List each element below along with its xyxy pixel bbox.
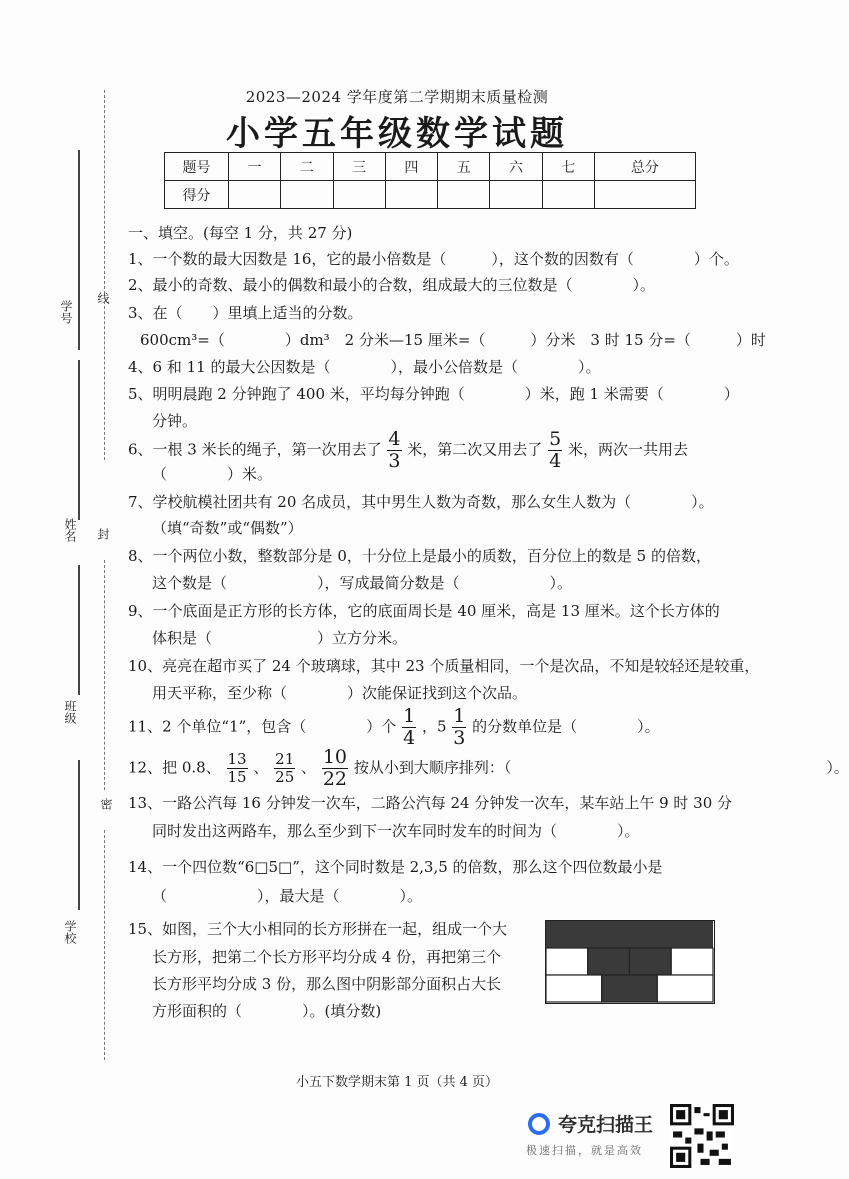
page-footer: 小五下数学期末第 1 页（共 4 页） (295, 1075, 499, 1090)
separator: 、 (301, 758, 317, 777)
fraction-numerator: 13 (227, 750, 247, 768)
question-15: 15、如图，三个大小相同的长方形拼在一起，组成一个大 (128, 920, 508, 938)
rectangle-2-part-3-shaded (630, 948, 672, 975)
fraction-numerator: 10 (322, 746, 348, 768)
binding-dash-3 (104, 830, 105, 1060)
scanner-watermark (520, 1104, 670, 1164)
score-table-score-row (165, 181, 696, 209)
rectangle-3-part-2-shaded (602, 975, 658, 1002)
fraction (402, 707, 416, 748)
question-13: 13、一路公汽每 16 分钟发一次车，二路公汽每 24 分钟发一次车，某车站上午 9 时 30 分 (128, 794, 733, 812)
scanner-brand: 夸克扫描王 (558, 1114, 654, 1136)
question-13-cont: 同时发出这两路车，那么至少到下一次车同时发车的时间为（ ）。 (152, 822, 640, 840)
fraction-denominator: 3 (388, 450, 401, 472)
score-input-cell[interactable] (385, 181, 437, 209)
binding-line-4 (78, 760, 80, 910)
rectangle-3-part-1 (546, 975, 602, 1002)
fraction (548, 430, 562, 471)
fraction-numerator: 21 (275, 750, 295, 768)
score-input-cell[interactable] (542, 181, 594, 209)
score-input-cell[interactable] (281, 181, 333, 209)
score-cell: 一 (229, 153, 281, 181)
rectangle-1-shaded (546, 921, 713, 948)
binding-dash-2 (104, 560, 105, 790)
score-cell: 四 (385, 153, 437, 181)
question-4: 4、6 和 11 的最大公因数是（ ），最小公倍数是（ ）。 (128, 358, 601, 376)
rectangle-2-part-4 (671, 948, 713, 975)
score-cell: 三 (333, 153, 385, 181)
binding-label-banji: 班级 (63, 700, 77, 724)
binding-label-mi: 密 (99, 798, 113, 810)
binding-line-3 (78, 565, 80, 695)
score-table (164, 152, 696, 209)
question-8: 8、一个两位小数，整数部分是 0，十分位上是最小的质数，百分位上的数是 5 的倍数， (128, 547, 711, 565)
question-11-text: 11、2 个单位“1”，包含（ ）个 (128, 717, 397, 736)
question-9-cont: 体积是（ ）立方分米。 (152, 629, 408, 647)
section-heading: 一、填空。(每空 1 分，共 27 分) (128, 224, 353, 242)
question-3-items: 600cm³=（ ）dm³ 2 分米—15 厘米=（ ）分米 3 时 15 分=（ ）时 (140, 331, 766, 349)
question-2: 2、最小的奇数、最小的偶数和最小的合数，组成最大的三位数是（ ）。 (128, 276, 656, 294)
score-cell: 五 (438, 153, 490, 181)
separator: 、 (253, 758, 269, 777)
qr-code-icon (670, 1104, 734, 1168)
score-cell: 总分 (594, 153, 695, 181)
binding-label-feng: 封 (96, 528, 110, 540)
fraction-numerator: 1 (453, 705, 466, 727)
score-cell: 题号 (165, 153, 229, 181)
binding-label-xian: 线 (96, 292, 110, 304)
score-cell: 二 (281, 153, 333, 181)
score-input-cell[interactable] (333, 181, 385, 209)
question-15-cont: 长方形平均分成 3 份，那么图中阴影部分面积占大长 (152, 975, 502, 993)
question-1: 1、一个数的最大因数是 16，它的最小倍数是（ ），这个数的因数有（ ）个。 (128, 250, 739, 268)
question-11-text: ，5 (421, 717, 447, 736)
question-6-text: 米，第二次又用去了 (407, 440, 543, 459)
scanner-slogan: 极速扫描，就是高效 (526, 1144, 643, 1157)
question-12 (128, 748, 849, 789)
score-input-cell[interactable] (229, 181, 281, 209)
score-cell: 七 (542, 153, 594, 181)
binding-line-1 (78, 150, 80, 350)
fraction-denominator: 15 (227, 768, 247, 786)
question-14: 14、一个四位数“6□5□”，这个同时数是 2,3,5 的倍数，那么这个四位数最小是 (128, 858, 663, 876)
question-6-text: 米，两次一共用去 (567, 440, 688, 459)
score-cell: 得分 (165, 181, 229, 209)
fraction-denominator: 22 (322, 768, 348, 790)
fraction-numerator: 4 (388, 428, 401, 450)
rectangle-3-part-3 (657, 975, 713, 1002)
score-input-cell[interactable] (594, 181, 695, 209)
question-12-text: 12、把 0.8、 (128, 758, 221, 777)
fraction-denominator: 3 (453, 727, 466, 749)
question-11 (128, 707, 660, 748)
question-10-cont: 用天平称，至少称（ ）次能保证找到这个次品。 (152, 684, 528, 702)
question-7-cont: （填“奇数”或“偶数”） (152, 519, 303, 537)
question-11-text: 的分数单位是（ ）。 (472, 717, 660, 736)
rectangle-2-part-2-shaded (588, 948, 630, 975)
exam-subtitle: 2023—2024 学年度第二学期期末质量检测 (245, 88, 549, 106)
rectangles-figure (545, 920, 715, 1004)
binding-label-xingming: 姓名 (63, 518, 77, 542)
question-9: 9、一个底面是正方形的长方体，它的底面周长是 40 厘米，高是 13 厘米。这个长方体的 (128, 602, 720, 620)
fraction-numerator: 5 (549, 428, 562, 450)
fraction-denominator: 4 (549, 450, 562, 472)
question-15-cont: 方形面积的（ ）。(填分数) (152, 1002, 382, 1020)
question-10: 10、亮亮在超市买了 24 个玻璃球，其中 23 个质量相同，一个是次品，不知是较轻还是较重， (128, 657, 760, 675)
question-7: 7、学校航模社团共有 20 名成员，其中男生人数为奇数，那么女生人数为（ ）。 (128, 493, 714, 511)
question-6-text: 6、一根 3 米长的绳子，第一次用去了 (128, 440, 382, 459)
score-input-cell[interactable] (438, 181, 490, 209)
binding-label-xuexiao: 学校 (63, 920, 77, 944)
fraction (322, 748, 348, 789)
fraction-denominator: 4 (403, 727, 416, 749)
question-3: 3、在（ ）里填上适当的分数。 (128, 304, 363, 322)
exam-title: 小学五年级数学试题 (226, 114, 568, 154)
fraction (274, 752, 295, 785)
rectangle-2-part-1 (546, 948, 588, 975)
binding-label-xuehao: 学号 (59, 300, 73, 324)
fraction-numerator: 1 (403, 705, 416, 727)
score-input-cell[interactable] (490, 181, 542, 209)
binding-line-2 (78, 360, 80, 520)
question-6-cont: （ ）米。 (152, 465, 273, 483)
fraction (452, 707, 466, 748)
question-15-cont: 长方形，把第二个长方形平均分成 4 份，再把第三个 (152, 948, 502, 966)
question-5-cont: 分钟。 (152, 412, 198, 430)
question-5: 5、明明晨跑 2 分钟跑了 400 米，平均每分钟跑（ ）米，跑 1 米需要（ ） (128, 385, 739, 403)
question-8-cont: 这个数是（ ），写成最简分数是（ ）。 (152, 574, 573, 592)
scanner-logo-icon (528, 1113, 550, 1135)
rectangles-figure-drawing (546, 921, 713, 1002)
question-14-cont: （ ），最大是（ ）。 (152, 887, 423, 905)
score-table-header-row (165, 153, 696, 181)
question-12-text: 按从小到大顺序排列：（ ）。 (353, 758, 849, 777)
fraction-denominator: 25 (275, 768, 295, 786)
score-cell: 六 (490, 153, 542, 181)
fraction (227, 752, 248, 785)
fraction (387, 430, 401, 471)
